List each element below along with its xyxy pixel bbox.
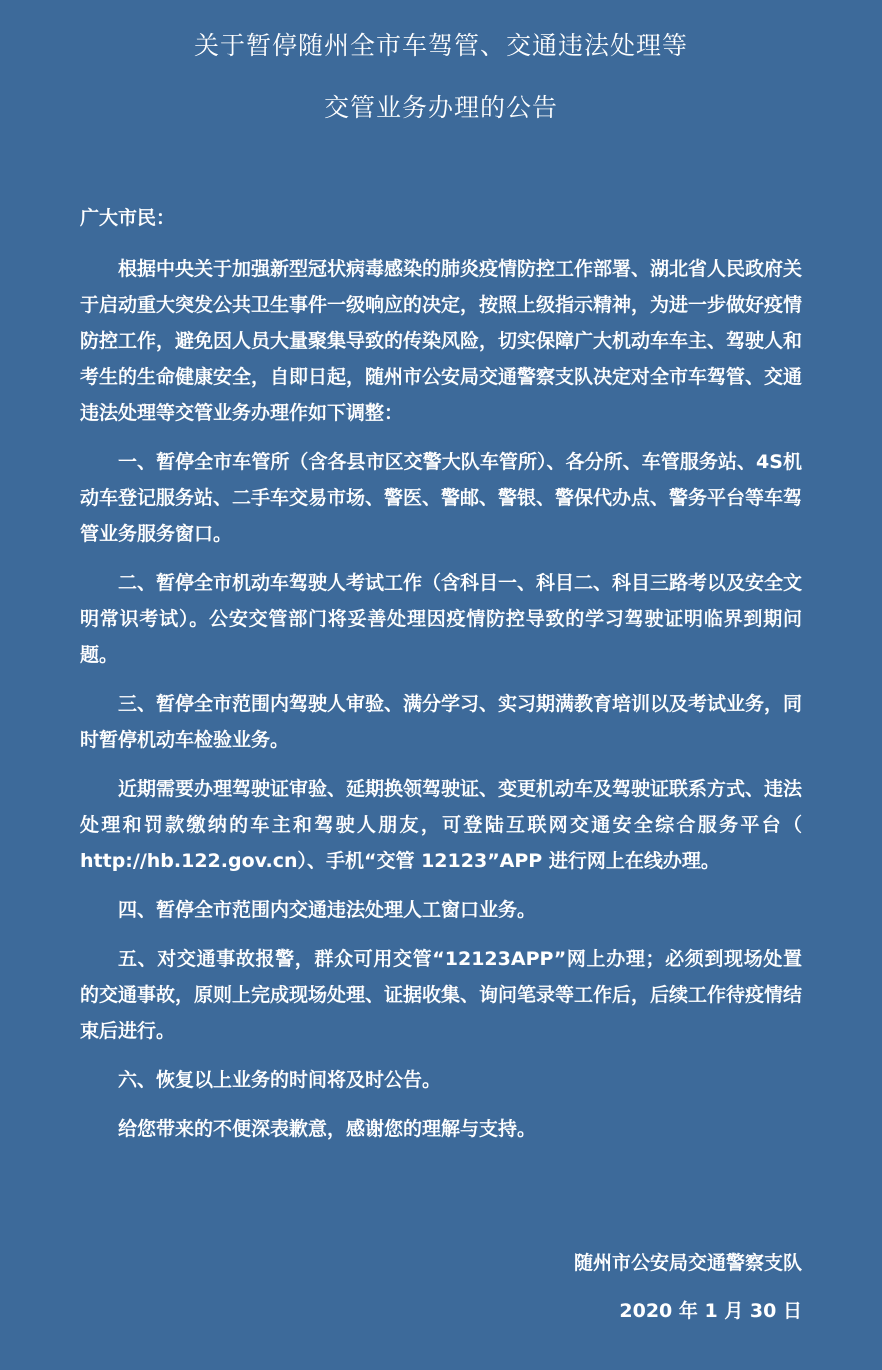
paragraph-intro: 根据中央关于加强新型冠状病毒感染的肺炎疫情防控工作部署、湖北省人民政府关于启动重大突发公共卫生事件一级响应的决定，按照上级指示精神，为进一步做好疫情防控工作，避免因人员大量聚集导致的传染风险，切实保障广大机动车车主、驾驶人和考生的生命健康安全，自即日起，随州市公安局交通警察支队决定对全市车驾管、交通违法处理等交管业务办理作如下调整： [80,258,803,424]
signature-date: 2020 年 1 月 30 日 [619,1300,802,1322]
salutation: 广大市民： [80,207,176,229]
paragraph-item-2: 二、暂停全市机动车驾驶人考试工作（含科目一、科目二、科目三路考以及安全文明常识考试）。公安交管部门将妥善处理因疫情防控导致的学习驾驶证明临界到期问题。 [80,572,803,666]
paragraph-item-3: 三、暂停全市范围内驾驶人审验、满分学习、实习期满教育培训以及考试业务，同时暂停机动车检验业务。 [80,693,803,751]
paragraph-apology: 给您带来的不便深表歉意，感谢您的理解与支持。 [118,1118,537,1140]
signature-organization: 随州市公安局交通警察支队 [573,1252,802,1274]
notice-title-line-1: 关于暂停随州全市车驾管、交通违法处理等 [193,31,688,60]
paragraph-online-service: 近期需要办理驾驶证审验、延期换领驾驶证、变更机动车及驾驶证联系方式、违法处理和罚款缴纳的车主和驾驶人朋友，可登陆互联网交通安全综合服务平台（ http://hb.122.gov.cn）、手机“交管 12123”APP 进行网上在线办理。 [80,778,803,872]
notice-title-line-2: 交管业务办理的公告 [323,93,558,122]
notice-body [80,200,802,1160]
paragraph-item-4: 四、暂停全市范围内交通违法处理人工窗口业务。 [118,899,537,921]
paragraph-item-1: 一、暂停全市车管所（含各县市区交警大队车管所）、各分所、车管服务站、4S机动车登记服务站、二手车交易市场、警医、警邮、警银、警保代办点、警务平台等车驾管业务服务窗口。 [80,451,803,545]
paragraph-item-6: 六、恢复以上业务的时间将及时公告。 [118,1069,442,1091]
paragraph-item-5: 五、对交通事故报警，群众可用交管“12123APP”网上办理；必须到现场处置的交通事故，原则上完成现场处理、证据收集、询问笔录等工作后，后续工作待疫情结束后进行。 [80,948,803,1042]
